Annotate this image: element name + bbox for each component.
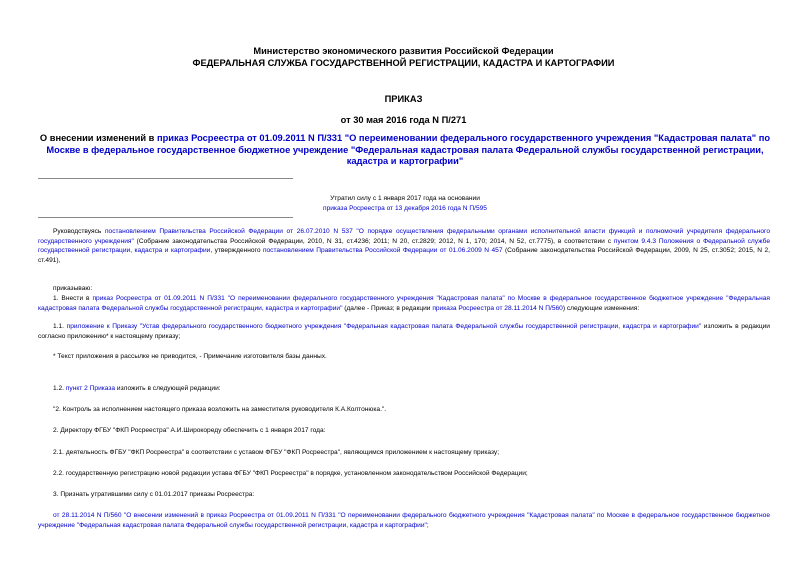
status-note — [270, 194, 540, 214]
text-span: ) следующие изменения: — [562, 304, 640, 312]
paragraph-item-1-1 — [38, 322, 770, 341]
divider-bottom — [38, 217, 293, 218]
paragraph-basis — [38, 227, 770, 265]
document-type: ПРИКАЗ — [384, 94, 423, 104]
text-span: изложить в следующей редакции: — [115, 385, 221, 392]
paragraph-item-2-1: 2.1. деятельность ФГБУ "ФКП Росреестра" в соответствии с уставом ФГБУ "ФКП Росреестра", являющимся приложением к настоящему приказу; — [53, 449, 500, 456]
link-regulation-943[interactable]: пунктом 9.4.3 Положения о Федеральной службе государственной регистрации, кадастра и картографии — [38, 237, 771, 255]
subject-link[interactable]: приказ Росреестра от 01.09.2011 N П/331 "О переименовании федерального государственного учреждения "Кадастровая палата" по Москве в федеральное государственное бюджетное учреждение "Федеральная кадастровая палата Федеральной службы государственной регистрации, кадастра и картографии" — [46, 133, 771, 167]
link-point-2[interactable]: пункт 2 Приказа — [65, 385, 116, 392]
text-span: , утвержденного — [210, 247, 263, 255]
link-order-560-repealed[interactable]: от 28.11.2014 N П/560 "О внесении изменений в приказ Росреестра от 01.09.2011 N П/331 "О переименовании федерального бюджетного учреждения "Кадастровая палата" по Москве в федеральное государственное бюджетное учреждение "Федеральная кадастровая палата Федеральной службы государственной регистрации, кадастра и картографии" — [38, 512, 770, 529]
paragraph-quote: "2. Контроль за исполнением настоящего приказа возложить на заместителя руководителя К.А.Колтонюка.". — [53, 406, 387, 413]
subject-prefix: О внесении изменений в — [39, 133, 157, 143]
paragraph-order: приказываю: — [53, 285, 93, 292]
paragraph-item-2: 2. Директору ФГБУ "ФКП Росреестра" А.И.Широкореду обеспечить с 1 января 2017 года: — [53, 427, 326, 434]
status-link[interactable]: приказа Росреестра от 13 декабря 2016 года N П/595 — [323, 205, 487, 212]
document-subject — [30, 133, 780, 168]
paragraph-item-1 — [38, 294, 770, 313]
document-header — [0, 46, 807, 69]
text-span: 1.1. — [53, 323, 67, 330]
text-span: 1. Внести в — [53, 295, 93, 302]
link-decree-537[interactable]: постановлением Правительства Российской Федерации от 26.07.2010 N 537 "О порядке осуществления федеральными органами исполнительной власти функций и полномочий учредителя федерального государственного учреждения" — [38, 228, 770, 245]
document-date-number: от 30 мая 2016 года N П/271 — [340, 115, 467, 125]
link-appendix[interactable]: приложение к Приказу "Устав федерального государственного бюджетного учреждения "Федеральная кадастровая палата Федеральной службы государственной регистрации, кадастра и картографии" — [66, 323, 702, 330]
divider-top — [38, 178, 293, 179]
paragraph-repealed-order — [38, 511, 770, 530]
text-span: (Собрание законодательства Российской Федерации, 2009, N 25, ст.3052; 2015, N 2, ст.491), — [38, 247, 770, 264]
text-span: (далее - Приказ; в редакции — [342, 304, 433, 312]
text-span: изложить в редакции согласно приложению* к настоящему приказу; — [38, 323, 770, 340]
link-decree-457[interactable]: постановлением Правительства Российской Федерации от 01.06.2009 N 457 — [262, 247, 503, 255]
paragraph-item-3: 3. Признать утратившими силу с 01.01.2017 приказы Росреестра: — [53, 491, 255, 498]
text-span: Руководствуясь — [53, 228, 105, 235]
paragraph-item-2-2: 2.2. государственную регистрацию новой редакции устава ФГБУ "ФКП Росреестра" в порядке, установленном законодательством Российской Федерации; — [53, 470, 528, 477]
text-span: (Собрание законодательства Российской Федерации, 2010, N 31, ст.4236; 2011; N 20, ст.2829; 2012, N 1, 170; 2014, N 52, ст.7775), в соответствии с — [133, 237, 614, 245]
text-span: 1.2. — [53, 385, 66, 392]
footnote: * Текст приложения в рассылке не приводится, - Примечание изготовителя базы данных. — [53, 353, 327, 360]
link-order-560[interactable]: приказа Росреестра от 28.11.2014 N П/560 — [432, 304, 563, 312]
text-span: ; — [426, 521, 429, 529]
link-order-331[interactable]: приказ Росреестра от 01.09.2011 N П/331 "О переименовании федерального государственного учреждения "Кадастровая палата" по Москве в федеральное государственное бюджетное учреждение "Федеральная кадастровая палата Федеральной службы государственной регистрации, кадастра и картографии" — [38, 295, 770, 312]
service-name: ФЕДЕРАЛЬНАЯ СЛУЖБА ГОСУДАРСТВЕННОЙ РЕГИСТРАЦИИ, КАДАСТРА И КАРТОГРАФИИ — [192, 57, 615, 68]
paragraph-item-1-2 — [38, 384, 770, 394]
status-text: Утратил силу с 1 января 2017 года на основании — [330, 195, 480, 202]
ministry-name: Министерство экономического развития Российской Федерации — [253, 46, 554, 56]
